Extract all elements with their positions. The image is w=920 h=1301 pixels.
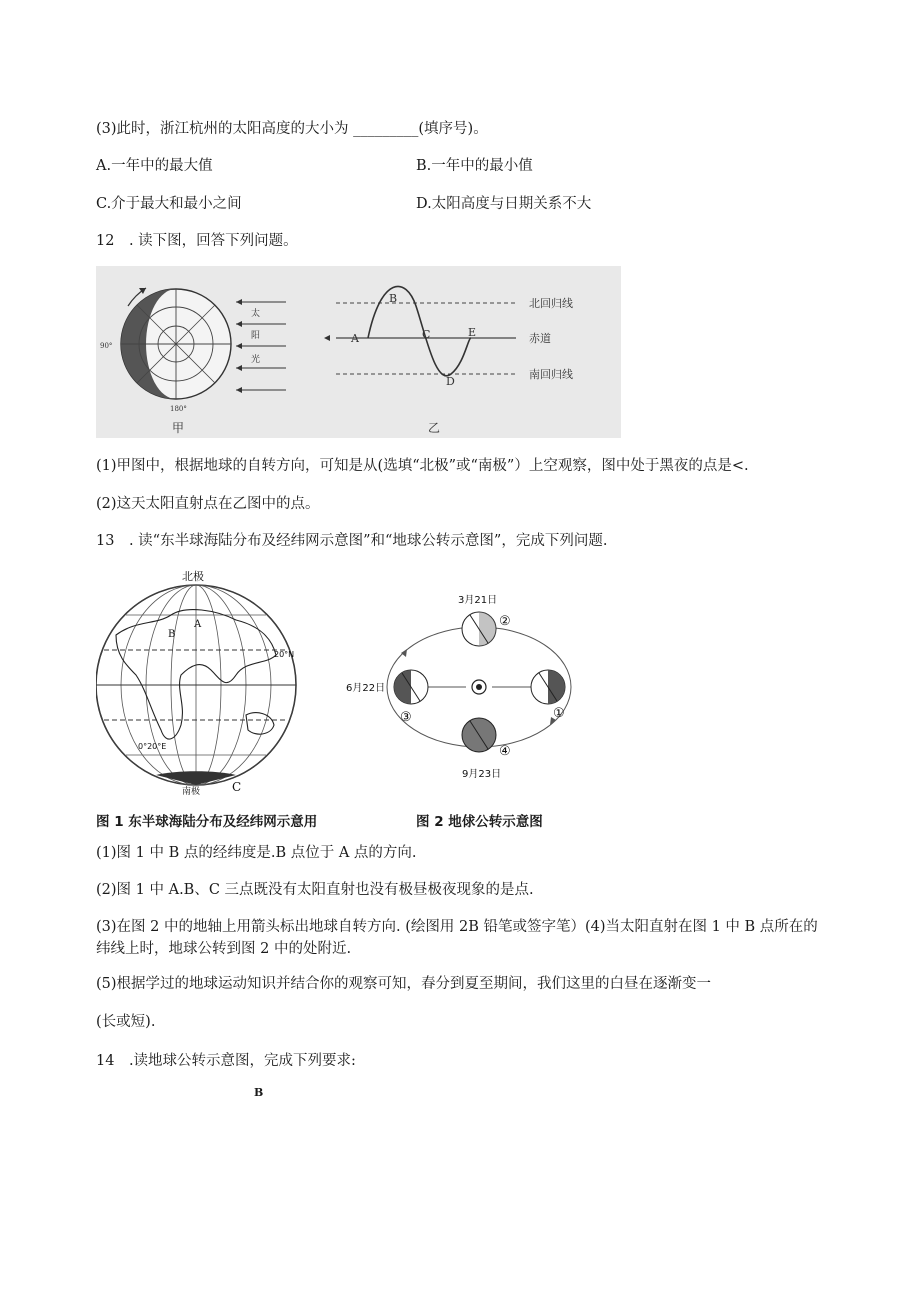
q13-part5: (5)根据学过的地球运动知识并结合你的观察可知，春分到夏至期间，我们这里的白昼在逐渐变一 [96, 976, 712, 992]
q11-part3: (3)此时，浙江杭州的太阳高度的大小为 _________(填序号)。 [96, 121, 488, 137]
q13-part5b: (长或短). [96, 1014, 156, 1030]
globe-point-c: C [232, 780, 242, 794]
q11-option-a: A.一年中的最大值 [96, 158, 213, 174]
orbit-date: 3月21日 [458, 595, 498, 606]
q13-caption1: 图 1 东半球海陆分布及经纬网示意用 [96, 814, 318, 830]
orbit-date: 9月23日 [462, 769, 502, 780]
point-e: E [468, 326, 477, 339]
point-b: B [389, 292, 398, 305]
line-label: 南回归线 [529, 368, 573, 381]
orbit-mark: ④ [499, 744, 511, 759]
angle-label: 180° [170, 405, 187, 413]
angle-label: 90° [100, 342, 113, 350]
globe-lat-label: 20°N [274, 650, 295, 659]
q12-part1: (1)甲图中，根据地球的自转方向，可知是从(选填“北极”或“南极”）上空观察，图中处于黑夜的点是<. [96, 458, 749, 474]
q13-part1: (1)图 1 中 B 点的经纬度是.B 点位于 A 点的方向. [96, 845, 417, 861]
fig-left-label: 甲 [172, 421, 185, 435]
q14-title: 14 .读地球公转示意图，完成下列要求: [96, 1053, 356, 1069]
sun-char: 太 [251, 309, 261, 319]
q12-figure [96, 266, 621, 442]
q11-option-d: D.太阳高度与日期关系不大 [416, 196, 592, 212]
line-label: 北回归线 [529, 297, 573, 310]
q11-option-b: B.一年中的最小值 [416, 158, 533, 174]
orbit-mark: ③ [400, 710, 412, 725]
globe-point-b: B [168, 629, 176, 640]
point-c: C [422, 328, 431, 341]
q13-caption2: 图 2 地俅公转示意图 [416, 814, 543, 830]
q13-title: 13 . 读“东半球海陆分布及经纬网示意图”和“地球公转示意图”，完成下列问题. [96, 533, 608, 549]
sun-char: 光 [251, 355, 261, 365]
east-hemisphere-globe [96, 569, 296, 795]
globe-point-a: A [194, 619, 202, 630]
orbit-mark: ① [553, 706, 565, 721]
q13-part2: (2)图 1 中 A.B、C 三点既没有太阳直射也没有极昼极夜现象的是点. [96, 882, 534, 898]
q13-figure [96, 565, 586, 799]
q12-part2: (2)这天太阳直射点在乙图中的点。 [96, 496, 320, 512]
orbit-mark: ② [499, 614, 511, 629]
sun-char: 阳 [251, 331, 261, 341]
point-d: D [446, 375, 455, 388]
line-label: 赤道 [529, 332, 551, 345]
q13-figure-svg [96, 565, 586, 795]
fig-right-label: 乙 [428, 421, 441, 435]
q12-figure-svg [96, 266, 621, 438]
q13-part3: (3)在图 2 中的地轴上用箭头标出地球自转方向. (绘图用 2B 铅笔或签字笔）(4)当太阳直射在图 1 中 B 点所在的 [96, 919, 818, 935]
globe-top-label: 北极 [182, 570, 204, 583]
orbit-date: 6月22日 [346, 683, 386, 694]
q14-fig-label: B [254, 1086, 264, 1099]
point-a: A [351, 332, 359, 345]
q12-title: 12 . 读下图，回答下列问题。 [96, 233, 298, 249]
globe-lon-label: 0°20°E [138, 742, 167, 751]
globe-bottom-label: 南极 [182, 787, 201, 795]
q13-part3b: 纬线上时，地球公转到图 2 中的处附近. [96, 941, 352, 957]
q11-option-c: C.介于最大和最小之间 [96, 196, 242, 212]
orbit-diagram [346, 594, 571, 780]
